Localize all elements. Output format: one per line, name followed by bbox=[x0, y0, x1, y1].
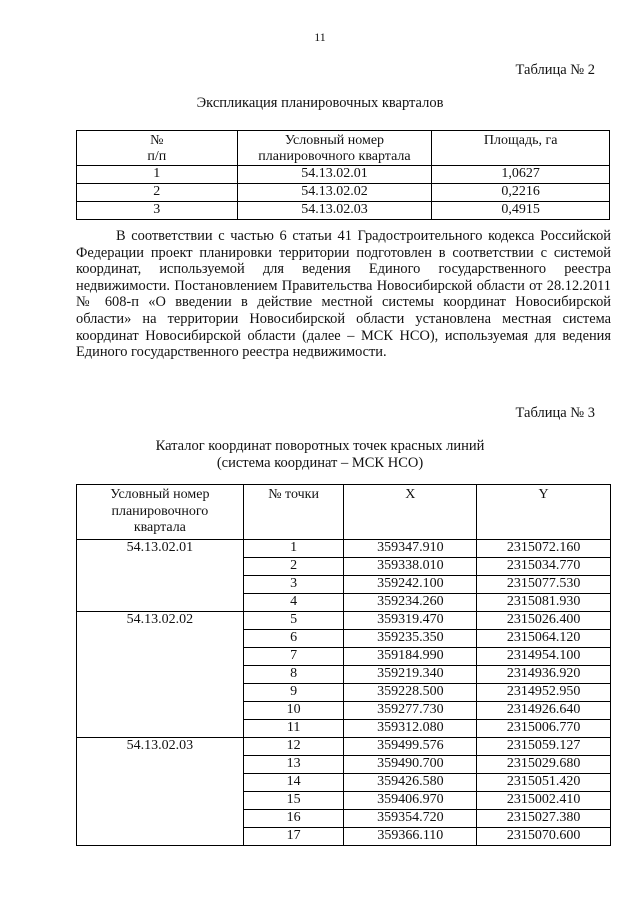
cell-quarter: 54.13.02.02 bbox=[77, 612, 244, 738]
cell-y: 2315081.930 bbox=[477, 594, 611, 612]
cell-y: 2315064.120 bbox=[477, 630, 611, 648]
cell-x: 359319.470 bbox=[344, 612, 477, 630]
cell-quarter: 54.13.02.02 bbox=[237, 184, 432, 202]
cell-y: 2315029.680 bbox=[477, 756, 611, 774]
table3-title bbox=[0, 438, 640, 472]
table-header-row bbox=[77, 131, 610, 166]
cell-y: 2314936.920 bbox=[477, 666, 611, 684]
cell-x: 359347.910 bbox=[344, 540, 477, 558]
table2-label: Таблица № 2 bbox=[515, 62, 595, 78]
cell-point: 12 bbox=[243, 738, 344, 756]
cell-x: 359338.010 bbox=[344, 558, 477, 576]
cell-y: 2315027.380 bbox=[477, 810, 611, 828]
cell-x: 359277.730 bbox=[344, 702, 477, 720]
cell-area: 1,0627 bbox=[432, 166, 610, 184]
cell-y: 2315072.160 bbox=[477, 540, 611, 558]
cell-point: 15 bbox=[243, 792, 344, 810]
cell-quarter: 54.13.02.03 bbox=[77, 738, 244, 846]
cell-point: 8 bbox=[243, 666, 344, 684]
cell-point: 9 bbox=[243, 684, 344, 702]
cell-x: 359312.080 bbox=[344, 720, 477, 738]
cell-point: 10 bbox=[243, 702, 344, 720]
cell-x: 359234.260 bbox=[344, 594, 477, 612]
cell-x: 359366.110 bbox=[344, 828, 477, 846]
table3-title-line2: (система координат – МСК НСО) bbox=[216, 455, 424, 471]
cell-quarter: 54.13.02.03 bbox=[237, 202, 432, 220]
cell-y: 2315006.770 bbox=[477, 720, 611, 738]
cell-x: 359242.100 bbox=[344, 576, 477, 594]
header-x: X bbox=[344, 485, 477, 540]
cell-x: 359219.340 bbox=[344, 666, 477, 684]
cell-quarter: 54.13.02.01 bbox=[237, 166, 432, 184]
page-number: 11 bbox=[314, 30, 326, 44]
cell-point: 2 bbox=[243, 558, 344, 576]
cell-point: 17 bbox=[243, 828, 344, 846]
cell-y: 2315077.530 bbox=[477, 576, 611, 594]
cell-point: 7 bbox=[243, 648, 344, 666]
cell-x: 359354.720 bbox=[344, 810, 477, 828]
table-row bbox=[77, 166, 610, 184]
cell-y: 2314954.100 bbox=[477, 648, 611, 666]
cell-y: 2315026.400 bbox=[477, 612, 611, 630]
cell-point: 4 bbox=[243, 594, 344, 612]
cell-area: 0,4915 bbox=[432, 202, 610, 220]
body-paragraph: В соответствии с частью 6 статьи 41 Градостроительного кодекса Российской Федерации проект планировки территории подготовлен в соответствии с системой координат, используемой для ведения Единого государственного реестра недвижимости. Постановлением Правительства Новосибирской области от 28.12.2011 № 608-п «О введении в действие местной системы координат Новосибирской области» на территории Новосибирской области установлена местная система координат Новосибирской области (далее – МСК НСО), используемая для ведения Единого государственного реестра недвижимости. bbox=[76, 228, 611, 361]
cell-x: 359228.500 bbox=[344, 684, 477, 702]
cell-x: 359406.970 bbox=[344, 792, 477, 810]
cell-area: 0,2216 bbox=[432, 184, 610, 202]
cell-point: 16 bbox=[243, 810, 344, 828]
cell-y: 2315034.770 bbox=[477, 558, 611, 576]
cell-point: 3 bbox=[243, 576, 344, 594]
table3-label: Таблица № 3 bbox=[515, 405, 595, 421]
cell-point: 1 bbox=[243, 540, 344, 558]
cell-y: 2315059.127 bbox=[477, 738, 611, 756]
cell-x: 359426.580 bbox=[344, 774, 477, 792]
table2-title: Экспликация планировочных кварталов bbox=[196, 95, 444, 111]
cell-x: 359490.700 bbox=[344, 756, 477, 774]
cell-y: 2315070.600 bbox=[477, 828, 611, 846]
cell-num: 1 bbox=[77, 166, 238, 184]
table-row bbox=[77, 612, 611, 630]
cell-point: 11 bbox=[243, 720, 344, 738]
table-header-row bbox=[77, 485, 611, 540]
table-row bbox=[77, 202, 610, 220]
table-row bbox=[77, 184, 610, 202]
cell-x: 359184.990 bbox=[344, 648, 477, 666]
cell-y: 2315002.410 bbox=[477, 792, 611, 810]
header-y: Y bbox=[477, 485, 611, 540]
header-quarter: Условный номер планировочного квартала bbox=[237, 131, 432, 166]
table-row bbox=[77, 540, 611, 558]
header-num: № п/п bbox=[77, 131, 238, 166]
cell-y: 2315051.420 bbox=[477, 774, 611, 792]
cell-point: 6 bbox=[243, 630, 344, 648]
cell-x: 359499.576 bbox=[344, 738, 477, 756]
table3-title-line1: Каталог координат поворотных точек красных линий bbox=[155, 438, 485, 454]
cell-point: 13 bbox=[243, 756, 344, 774]
cell-point: 5 bbox=[243, 612, 344, 630]
header-area: Площадь, га bbox=[432, 131, 610, 166]
cell-num: 2 bbox=[77, 184, 238, 202]
cell-x: 359235.350 bbox=[344, 630, 477, 648]
header-point: № точки bbox=[243, 485, 344, 540]
header-quarter: Условный номер планировочного квартала bbox=[77, 485, 244, 540]
coordinates-table bbox=[76, 484, 611, 846]
cell-y: 2314926.640 bbox=[477, 702, 611, 720]
cell-quarter: 54.13.02.01 bbox=[77, 540, 244, 612]
table-row bbox=[77, 738, 611, 756]
cell-y: 2314952.950 bbox=[477, 684, 611, 702]
cell-point: 14 bbox=[243, 774, 344, 792]
quarters-table bbox=[76, 130, 610, 220]
cell-num: 3 bbox=[77, 202, 238, 220]
